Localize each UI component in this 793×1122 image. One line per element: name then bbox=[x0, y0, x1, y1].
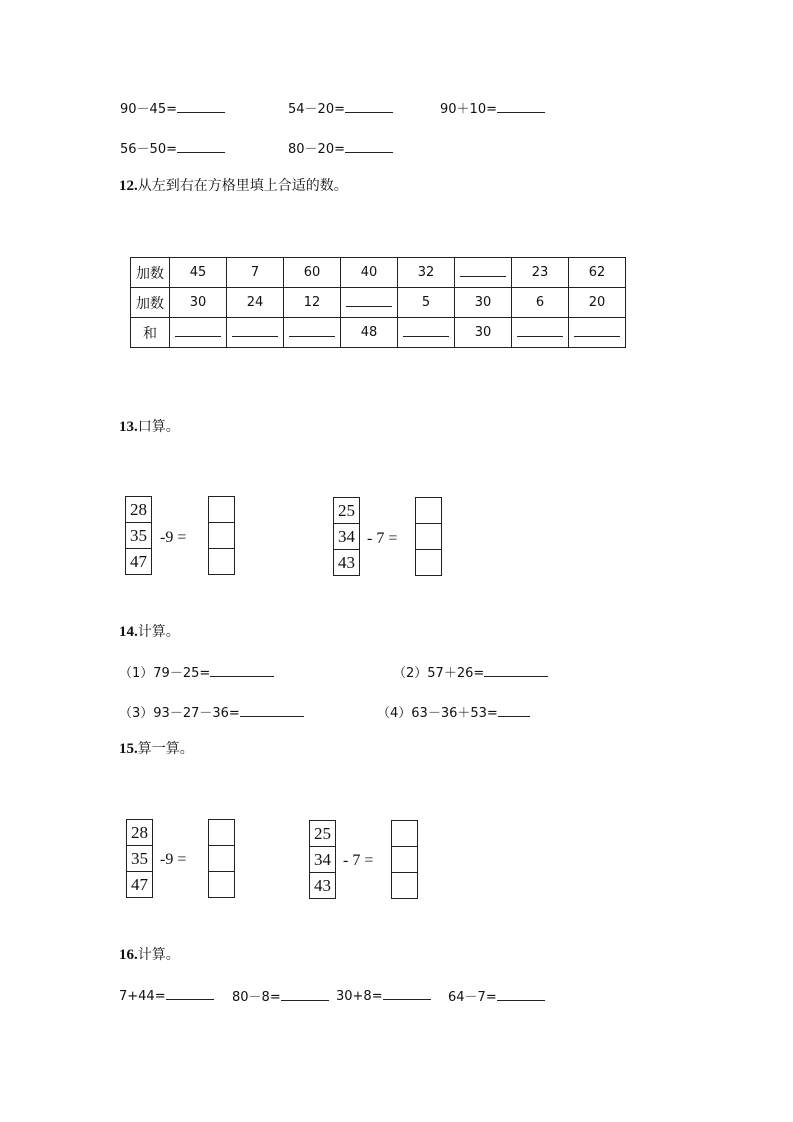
answer-blank[interactable] bbox=[403, 324, 449, 337]
answer-blank[interactable] bbox=[346, 294, 392, 307]
table-cell: 20 bbox=[569, 288, 626, 318]
answer-blank[interactable] bbox=[484, 663, 548, 677]
number-cell: 35 bbox=[126, 523, 151, 549]
answer-column[interactable] bbox=[208, 819, 235, 898]
equation: （4）63－36＋53= bbox=[377, 702, 530, 721]
fill-table bbox=[130, 257, 626, 348]
operation: -9 = bbox=[160, 529, 187, 546]
question-title: 15.算一算。 bbox=[119, 741, 194, 757]
equation: （3）93－27－36= bbox=[119, 702, 304, 721]
table-cell[interactable] bbox=[227, 318, 284, 348]
question-title: 12.从左到右在方格里填上合适的数。 bbox=[119, 178, 348, 194]
table-cell: 5 bbox=[398, 288, 455, 318]
table-cell: 23 bbox=[512, 258, 569, 288]
question-title: 16.计算。 bbox=[119, 947, 180, 963]
equation: （1）79－25= bbox=[119, 662, 274, 681]
answer-blank[interactable] bbox=[210, 663, 274, 677]
answer-box[interactable] bbox=[392, 821, 417, 847]
answer-blank[interactable] bbox=[232, 324, 278, 337]
number-cell: 34 bbox=[310, 847, 335, 873]
table-cell: 7 bbox=[227, 258, 284, 288]
equation: 56－50= bbox=[120, 138, 225, 157]
equation: 7+44= bbox=[119, 986, 214, 1004]
answer-blank[interactable] bbox=[166, 986, 214, 1000]
table-cell: 6 bbox=[512, 288, 569, 318]
answer-blank[interactable] bbox=[497, 99, 545, 113]
answer-blank[interactable] bbox=[383, 986, 431, 1000]
answer-blank[interactable] bbox=[240, 703, 304, 717]
equation: 64－7= bbox=[448, 986, 545, 1005]
number-column bbox=[126, 819, 153, 898]
number-cell: 25 bbox=[334, 498, 359, 524]
answer-blank[interactable] bbox=[574, 324, 620, 337]
answer-column[interactable] bbox=[391, 820, 418, 899]
table-cell[interactable] bbox=[569, 318, 626, 348]
table-cell: 32 bbox=[398, 258, 455, 288]
table-cell[interactable] bbox=[398, 318, 455, 348]
number-cell: 47 bbox=[131, 875, 148, 894]
answer-blank[interactable] bbox=[460, 264, 506, 277]
equation: 80－8= bbox=[232, 986, 329, 1005]
table-cell: 30 bbox=[455, 288, 512, 318]
operation: - 7 = bbox=[343, 852, 374, 869]
table-cell: 60 bbox=[284, 258, 341, 288]
answer-box[interactable] bbox=[209, 820, 234, 846]
number-cell: 28 bbox=[126, 497, 151, 523]
question-title: 13.口算。 bbox=[119, 419, 180, 435]
number-column bbox=[125, 496, 152, 575]
answer-box[interactable] bbox=[209, 846, 234, 872]
number-cell: 43 bbox=[338, 553, 355, 572]
answer-box[interactable] bbox=[416, 550, 441, 575]
table-row bbox=[131, 288, 626, 318]
answer-blank[interactable] bbox=[177, 99, 225, 113]
equation: 90＋10= bbox=[440, 98, 545, 117]
table-cell[interactable] bbox=[512, 318, 569, 348]
number-cell: 35 bbox=[127, 846, 152, 872]
number-cell: 25 bbox=[310, 821, 335, 847]
equation: 90－45= bbox=[120, 98, 225, 117]
number-cell: 47 bbox=[130, 552, 147, 571]
row-label: 加数 bbox=[131, 288, 170, 318]
answer-blank[interactable] bbox=[517, 324, 563, 337]
table-row bbox=[131, 258, 626, 288]
answer-blank[interactable] bbox=[345, 99, 393, 113]
table-cell: 40 bbox=[341, 258, 398, 288]
answer-blank[interactable] bbox=[281, 987, 329, 1001]
answer-column[interactable] bbox=[415, 497, 442, 576]
answer-blank[interactable] bbox=[345, 139, 393, 153]
table-cell[interactable] bbox=[170, 318, 227, 348]
table-cell[interactable] bbox=[284, 318, 341, 348]
answer-box[interactable] bbox=[392, 847, 417, 873]
answer-box[interactable] bbox=[416, 498, 441, 524]
answer-box[interactable] bbox=[392, 873, 417, 898]
equation: 54－20= bbox=[288, 98, 393, 117]
equation: 80－20= bbox=[288, 138, 393, 157]
row-label: 加数 bbox=[131, 258, 170, 288]
answer-blank[interactable] bbox=[175, 324, 221, 337]
answer-column[interactable] bbox=[208, 496, 235, 575]
table-cell[interactable] bbox=[455, 258, 512, 288]
table-cell: 45 bbox=[170, 258, 227, 288]
answer-blank[interactable] bbox=[498, 703, 530, 717]
answer-box[interactable] bbox=[209, 549, 234, 574]
number-column bbox=[333, 497, 360, 576]
table-cell: 30 bbox=[170, 288, 227, 318]
answer-box[interactable] bbox=[209, 497, 234, 523]
table-cell: 62 bbox=[569, 258, 626, 288]
table-cell: 12 bbox=[284, 288, 341, 318]
number-cell: 43 bbox=[314, 876, 331, 895]
equation: （2）57＋26= bbox=[393, 662, 548, 681]
row-label: 和 bbox=[131, 318, 170, 348]
number-column bbox=[309, 820, 336, 899]
answer-box[interactable] bbox=[209, 523, 234, 549]
table-cell[interactable] bbox=[341, 288, 398, 318]
table-cell: 30 bbox=[455, 318, 512, 348]
table-row bbox=[131, 318, 626, 348]
answer-box[interactable] bbox=[416, 524, 441, 550]
answer-blank[interactable] bbox=[177, 139, 225, 153]
table-cell: 24 bbox=[227, 288, 284, 318]
operation: -9 = bbox=[160, 851, 187, 868]
answer-blank[interactable] bbox=[497, 987, 545, 1001]
number-cell: 28 bbox=[127, 820, 152, 846]
number-cell: 34 bbox=[334, 524, 359, 550]
table-cell: 48 bbox=[341, 318, 398, 348]
operation: - 7 = bbox=[367, 530, 398, 547]
equation: 30+8= bbox=[336, 986, 431, 1004]
question-title: 14.计算。 bbox=[119, 624, 180, 640]
answer-blank[interactable] bbox=[289, 324, 335, 337]
answer-box[interactable] bbox=[209, 872, 234, 897]
